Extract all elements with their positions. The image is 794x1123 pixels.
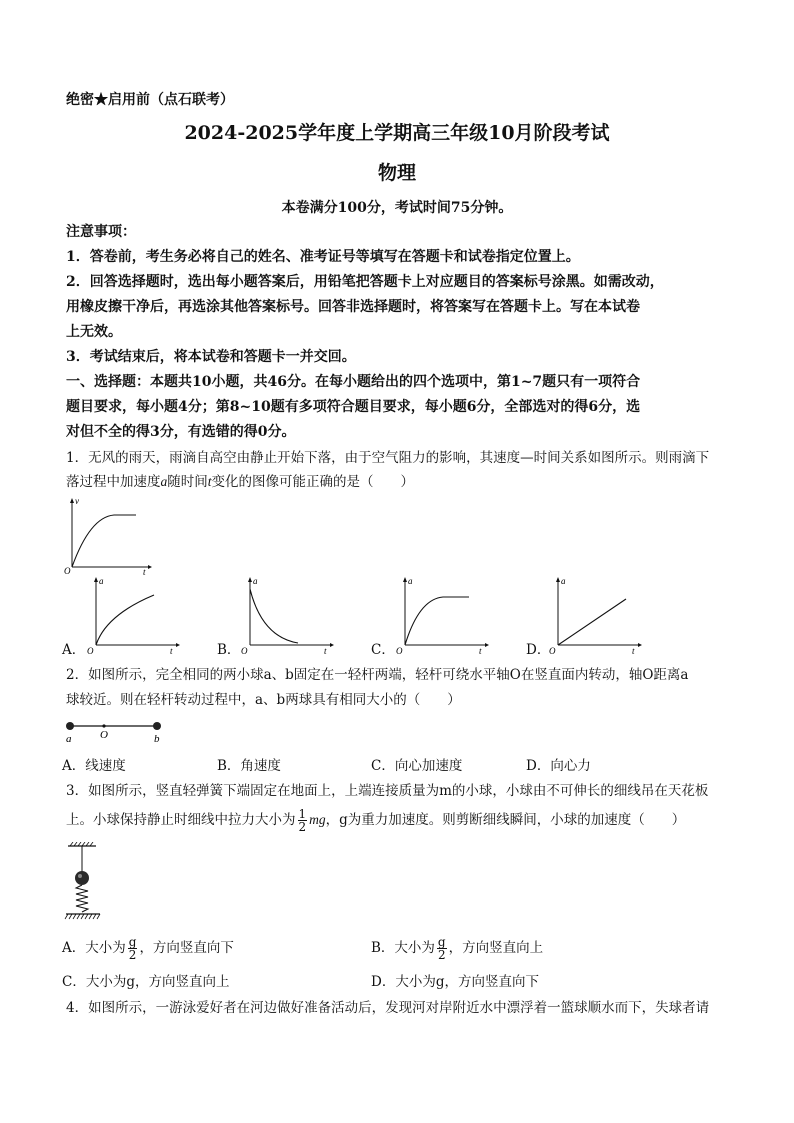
q1-graph-xlabel: t <box>143 567 146 575</box>
section1-line2: 题目要求，每小题4分；第8~10题有多项符合题目要求，每小题6分，全部选对的得6分，选 <box>66 399 641 415</box>
svg-text:O: O <box>549 646 556 655</box>
q1-option-c-label: C． <box>371 642 395 658</box>
q3-option-a[interactable]: A．大小为 $\frac{g}{2}$ ，方向竖直向下 <box>62 935 234 962</box>
q2-option-a[interactable]: A．线速度 <box>62 758 126 774</box>
svg-text:O: O <box>87 646 94 655</box>
svg-text:t: t <box>170 646 173 655</box>
note-2-line2: 用橡皮擦干净后，再选涂其他答案标号。回答非选择题时，将答案写在答题卡上。写在本试卷 <box>66 299 640 315</box>
q3-line1: 3．如图所示，竖直轻弹簧下端固定在地面上，上端连接质量为m的小球，小球由不可伸长的细线吊在天花板 <box>66 783 709 799</box>
q1-line1: 1．无风的雨天，雨滴自高空由静止开始下落，由于空气阻力的影响，其速度—时间关系如图所示。则雨滴下 <box>66 450 710 466</box>
q2-option-d[interactable]: D．向心力 <box>526 758 591 774</box>
q3-spring-figure <box>62 842 112 924</box>
q1-velocity-time-graph <box>62 495 154 575</box>
svg-text:a: a <box>561 576 566 586</box>
note-2-line3: 上无效。 <box>66 324 122 340</box>
subject-title: 物理 <box>377 162 416 184</box>
q2-rod-figure <box>60 718 170 748</box>
q4-line1: 4．如图所示，一游泳爱好者在河边做好准备活动后，发现河对岸附近水中漂浮着一篮球顺水而下，失球者请 <box>66 1000 710 1016</box>
q1-option-a-graph[interactable] <box>84 575 184 655</box>
q1-option-d-label: D． <box>526 642 551 658</box>
exam-title: 2024-2025学年度上学期高三年级10月阶段考试 <box>184 122 610 144</box>
q2-ball-a-label: a <box>66 733 72 745</box>
q2-line1: 2．如图所示，完全相同的两小球a、b固定在一轻杆两端，轻杆可绕水平轴O在竖直面内转动，轴O距离a <box>66 667 689 683</box>
confidential-label: 绝密★启用前（点石联考） <box>66 92 234 108</box>
exam-info: 本卷满分100分，考试时间75分钟。 <box>281 200 513 216</box>
q2-ball-b-label: b <box>154 733 160 745</box>
note-2-line1: 2．回答选择题时，选出每小题答案后，用铅笔把答题卡上对应题目的答案标号涂黑。如需改动， <box>66 274 664 290</box>
note-3: 3．考试结束后，将本试卷和答题卡一并交回。 <box>66 349 356 365</box>
q2-line2: 球较近。则在轻杆转动过程中，a、b两球具有相同大小的（ ） <box>66 692 461 708</box>
q1-line2: 落过程中加速度a随时间t变化的图像可能正确的是（ ） <box>66 474 415 490</box>
q1-option-d-graph[interactable] <box>546 575 646 655</box>
q1-option-a-label: A． <box>62 642 86 658</box>
q1-graph-origin: O <box>64 566 71 575</box>
q1-graph-ylabel: v <box>75 496 79 506</box>
svg-text:t: t <box>632 646 635 655</box>
svg-text:t: t <box>479 646 482 655</box>
svg-text:a: a <box>408 576 413 586</box>
svg-text:a: a <box>253 576 258 586</box>
section1-line1: 一、选择题：本题共10小题，共46分。在每小题给出的四个选项中，第1~7题只有一项符合 <box>66 374 641 390</box>
q1-option-b-label: B． <box>217 642 241 658</box>
note-1: 1．答卷前，考生务必将自己的姓名、准考证号等填写在答题卡和试卷指定位置上。 <box>66 249 580 265</box>
q1-option-c-graph[interactable] <box>393 575 493 655</box>
q2-option-b[interactable]: B．角速度 <box>217 758 281 774</box>
q2-axis-label: O <box>100 729 108 741</box>
q2-option-c[interactable]: C．向心加速度 <box>371 758 463 774</box>
section1-line3: 对但不全的得3分，有选错的得0分。 <box>66 424 296 440</box>
notes-heading: 注意事项： <box>66 224 136 240</box>
svg-text:a: a <box>99 576 104 586</box>
q3-option-b[interactable]: B．大小为 $\frac{g}{2}$ ，方向竖直向上 <box>371 935 544 962</box>
svg-text:O: O <box>241 646 248 655</box>
q3-line2: 上。小球保持静止时细线中拉力大小为 $\frac{1}{2}$ mg，g为重力加速度。则剪断细线瞬间，小球的加速度（ ） <box>66 807 686 834</box>
q3-option-c[interactable]: C．大小为g，方向竖直向上 <box>62 974 230 990</box>
svg-text:O: O <box>396 646 403 655</box>
q1-option-b-graph[interactable] <box>238 575 338 655</box>
q3-option-d[interactable]: D．大小为g，方向竖直向下 <box>371 974 539 990</box>
svg-text:t: t <box>324 646 327 655</box>
